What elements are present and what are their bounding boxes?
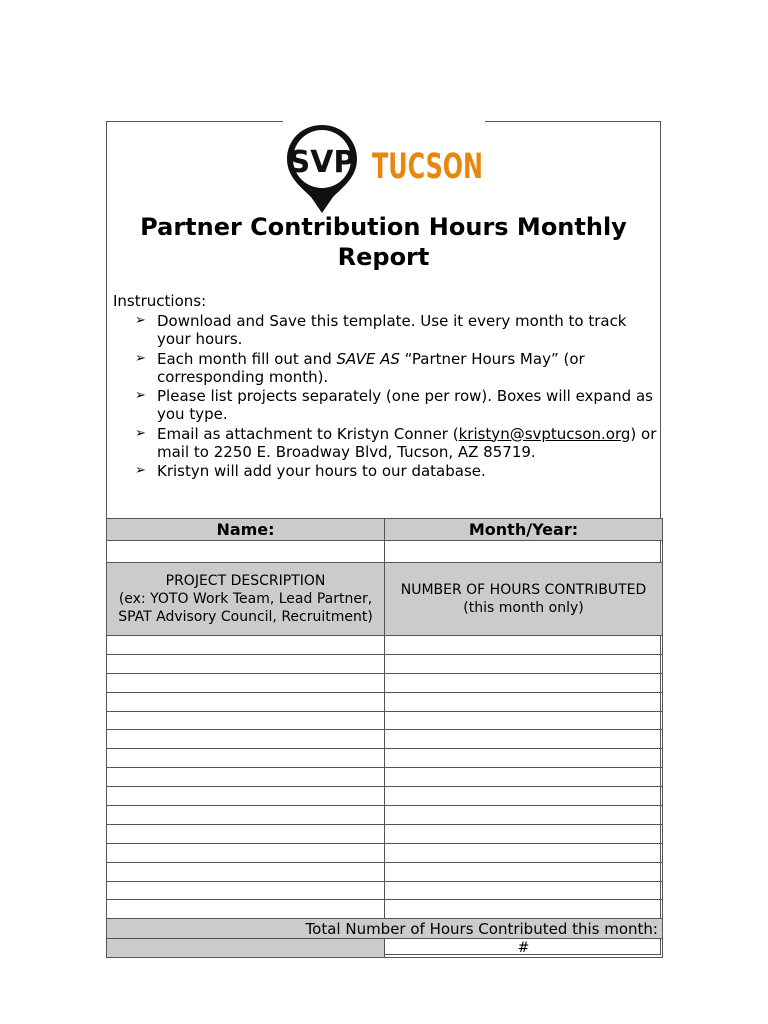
hours-cell[interactable] [385, 824, 663, 843]
project-cell[interactable] [107, 768, 385, 787]
instruction-item: ➢ Download and Save this template. Use it every month to track your hours. [135, 312, 627, 348]
hours-cell[interactable] [385, 654, 663, 673]
arrow-bullet-icon: ➢ [135, 425, 146, 441]
total-hours-label: Total Number of Hours Contributed this month: [107, 919, 663, 939]
total-row [107, 919, 663, 939]
table-row [107, 862, 663, 881]
hours-cell[interactable] [385, 881, 663, 900]
project-cell[interactable] [107, 881, 385, 900]
name-month-entry-row [107, 541, 663, 563]
hours-cell[interactable] [385, 806, 663, 825]
project-cell[interactable] [107, 673, 385, 692]
table-row [107, 806, 663, 825]
table-row [107, 636, 663, 655]
total-hours-value[interactable]: # [385, 939, 663, 958]
hours-subtitle: (this month only) [463, 600, 584, 616]
month-year-label: Month/Year: [385, 519, 663, 541]
total-spacer-cell [107, 939, 385, 958]
hours-cell[interactable] [385, 730, 663, 749]
instruction-item: ➢ Kristyn will add your hours to our database. [135, 462, 486, 480]
project-description-example: (ex: YOTO Work Team, Lead Partner, SPAT Advisory Council, Recruitment) [118, 591, 373, 625]
save-as-emphasis: SAVE AS [336, 349, 400, 368]
arrow-bullet-icon: ➢ [135, 388, 146, 403]
table-row [107, 787, 663, 806]
hours-cell[interactable] [385, 900, 663, 919]
table-row [107, 824, 663, 843]
project-cell[interactable] [107, 806, 385, 825]
instruction-item: ➢ Please list projects separately (one per row). Boxes will expand as you type. [135, 387, 653, 423]
hours-header: NUMBER OF HOURS CONTRIBUTED (this month only) [385, 563, 663, 636]
table-row [107, 654, 663, 673]
hours-cell[interactable] [385, 692, 663, 711]
project-cell[interactable] [107, 900, 385, 919]
table-row [107, 730, 663, 749]
column-header-row [107, 563, 663, 636]
logo-word-text: TUCSON [372, 147, 483, 187]
instructions [113, 292, 658, 482]
project-cell[interactable] [107, 862, 385, 881]
hours-cell[interactable] [385, 673, 663, 692]
instructions-heading: Instructions: [113, 292, 207, 310]
hours-cell[interactable] [385, 749, 663, 768]
project-cell[interactable] [107, 730, 385, 749]
name-field[interactable] [107, 541, 385, 563]
instruction-item: ➢ Email as attachment to Kristyn Conner (kristyn@svptucson.org) or mail to 2250 E. Broadway Blvd, Tucson, AZ 85719. [135, 424, 657, 461]
hours-cell[interactable] [385, 768, 663, 787]
arrow-bullet-icon: ➢ [135, 350, 146, 366]
hours-cell[interactable] [385, 636, 663, 655]
month-year-field[interactable] [385, 541, 663, 563]
instructions-list [113, 312, 658, 480]
arrow-bullet-icon: ➢ [135, 313, 146, 328]
email-link[interactable]: kristyn@svptucson.org [458, 424, 631, 443]
page-title: Partner Contribution Hours Monthly Report [140, 213, 627, 271]
project-cell[interactable] [107, 787, 385, 806]
hours-table [106, 518, 663, 958]
svp-tucson-logo [283, 121, 485, 217]
project-cell[interactable] [107, 749, 385, 768]
logo-mark-text: SVP [288, 145, 356, 180]
table-row [107, 843, 663, 862]
project-cell[interactable] [107, 824, 385, 843]
table-row [107, 711, 663, 730]
table-row [107, 768, 663, 787]
table-row [107, 692, 663, 711]
hours-cell[interactable] [385, 843, 663, 862]
arrow-bullet-icon: ➢ [135, 463, 146, 478]
project-cell[interactable] [107, 711, 385, 730]
project-cell[interactable] [107, 692, 385, 711]
table-row [107, 900, 663, 919]
instruction-item: ➢ Each month fill out and SAVE AS “Partner Hours May” (or corresponding month). [135, 349, 585, 386]
hours-cell[interactable] [385, 711, 663, 730]
project-cell[interactable] [107, 843, 385, 862]
project-description-header: PROJECT DESCRIPTION (ex: YOTO Work Team, Lead Partner, SPAT Advisory Council, Recruitment) [107, 563, 385, 636]
name-label: Name: [107, 519, 385, 541]
hours-cell[interactable] [385, 862, 663, 881]
project-cell[interactable] [107, 654, 385, 673]
table-row [107, 673, 663, 692]
project-cell[interactable] [107, 636, 385, 655]
name-month-header-row [107, 519, 663, 541]
table-row [107, 881, 663, 900]
total-value-row [107, 939, 663, 958]
hours-cell[interactable] [385, 787, 663, 806]
table-row [107, 749, 663, 768]
